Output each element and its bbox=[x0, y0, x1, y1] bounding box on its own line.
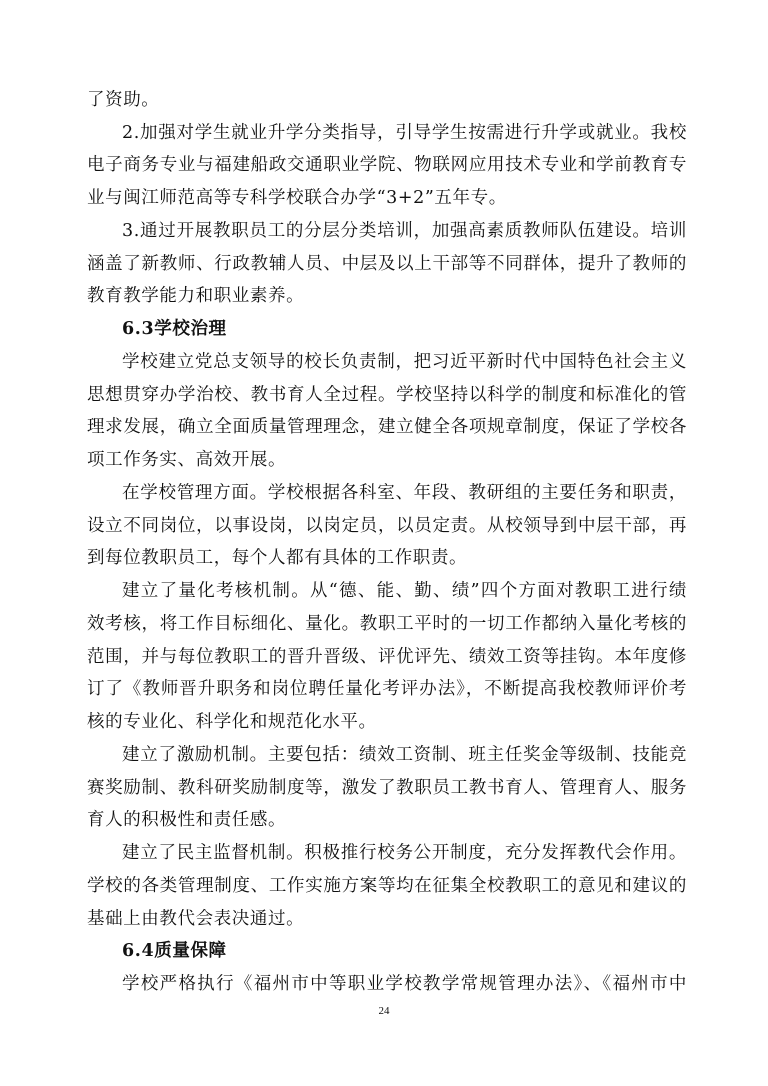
paragraph-first-line: 学校严格执行《福州市中等职业学校教学常规管理办法》、《福州市中 bbox=[122, 974, 687, 994]
body-text-line: 项工作务实、高效开展。 bbox=[87, 450, 287, 470]
page-number: 24 bbox=[378, 1005, 390, 1017]
body-text-line: 业与闽江师范高等专科学校联合办学“3+2”五年专。 bbox=[87, 188, 507, 208]
body-text-line: 了资助。 bbox=[87, 90, 160, 110]
body-text-line: 核的专业化、科学化和规范化水平。 bbox=[87, 712, 377, 732]
list-item-2: 2.加强对学生就业升学分类指导，引导学生按需进行升学或就业。我校 bbox=[122, 123, 687, 143]
body-text-line: 范围，并与每位教职工的晋升晋级、评优评先、绩效工资等挂钩。本年度修 bbox=[87, 647, 687, 667]
body-text-line: 基础上由教代会表决通过。 bbox=[87, 909, 305, 929]
body-text-line: 效考核，将工作目标细化、量化。教职工平时的一切工作都纳入量化考核的 bbox=[87, 614, 687, 634]
body-text-line: 订了《教师晋升职务和岗位聘任量化考评办法》，不断提高我校教师评价考 bbox=[87, 679, 687, 699]
body-text-line: 育人的积极性和责任感。 bbox=[87, 810, 287, 830]
paragraph-first-line: 建立了民主监督机制。积极推行校务公开制度，充分发挥教代会作用。 bbox=[122, 843, 687, 863]
paragraph-first-line: 建立了激励机制。主要包括：绩效工资制、班主任奖金等级制、技能竞 bbox=[122, 745, 687, 765]
body-text-line: 设立不同岗位，以事设岗，以岗定员，以员定责。从校领导到中层干部，再 bbox=[87, 516, 687, 536]
paragraph-first-line: 在学校管理方面。学校根据各科室、年段、教研组的主要任务和职责， bbox=[122, 483, 687, 503]
body-text-line: 电子商务专业与福建船政交通职业学院、物联网应用技术专业和学前教育专 bbox=[87, 155, 687, 175]
body-text-line: 学校的各类管理制度、工作实施方案等均在征集全校教职工的意见和建议的 bbox=[87, 876, 687, 896]
paragraph-first-line: 建立了量化考核机制。从“德、能、勤、绩”四个方面对教职工进行绩 bbox=[122, 581, 687, 601]
body-text-line: 理求发展，确立全面质量管理理念，建立健全各项规章制度，保证了学校各 bbox=[87, 417, 687, 437]
section-heading-6-4: 6.4质量保障 bbox=[122, 941, 227, 961]
paragraph-first-line: 学校建立党总支领导的校长负责制，把习近平新时代中国特色社会主义 bbox=[122, 352, 687, 372]
section-heading-6-3: 6.3学校治理 bbox=[122, 319, 227, 339]
list-item-3: 3.通过开展教职员工的分层分类培训，加强高素质教师队伍建设。培训 bbox=[122, 221, 687, 241]
body-text-line: 教育教学能力和职业素养。 bbox=[87, 286, 305, 306]
body-text-line: 思想贯穿办学治校、教书育人全过程。学校坚持以科学的制度和标准化的管 bbox=[87, 385, 687, 405]
body-text-line: 涵盖了新教师、行政教辅人员、中层及以上干部等不同群体，提升了教师的 bbox=[87, 254, 687, 274]
body-text-line: 到每位教职员工，每个人都有具体的工作职责。 bbox=[87, 548, 468, 568]
body-text-line: 赛奖励制、教科研奖励制度等，激发了教职员工教书育人、管理育人、服务 bbox=[87, 778, 687, 798]
